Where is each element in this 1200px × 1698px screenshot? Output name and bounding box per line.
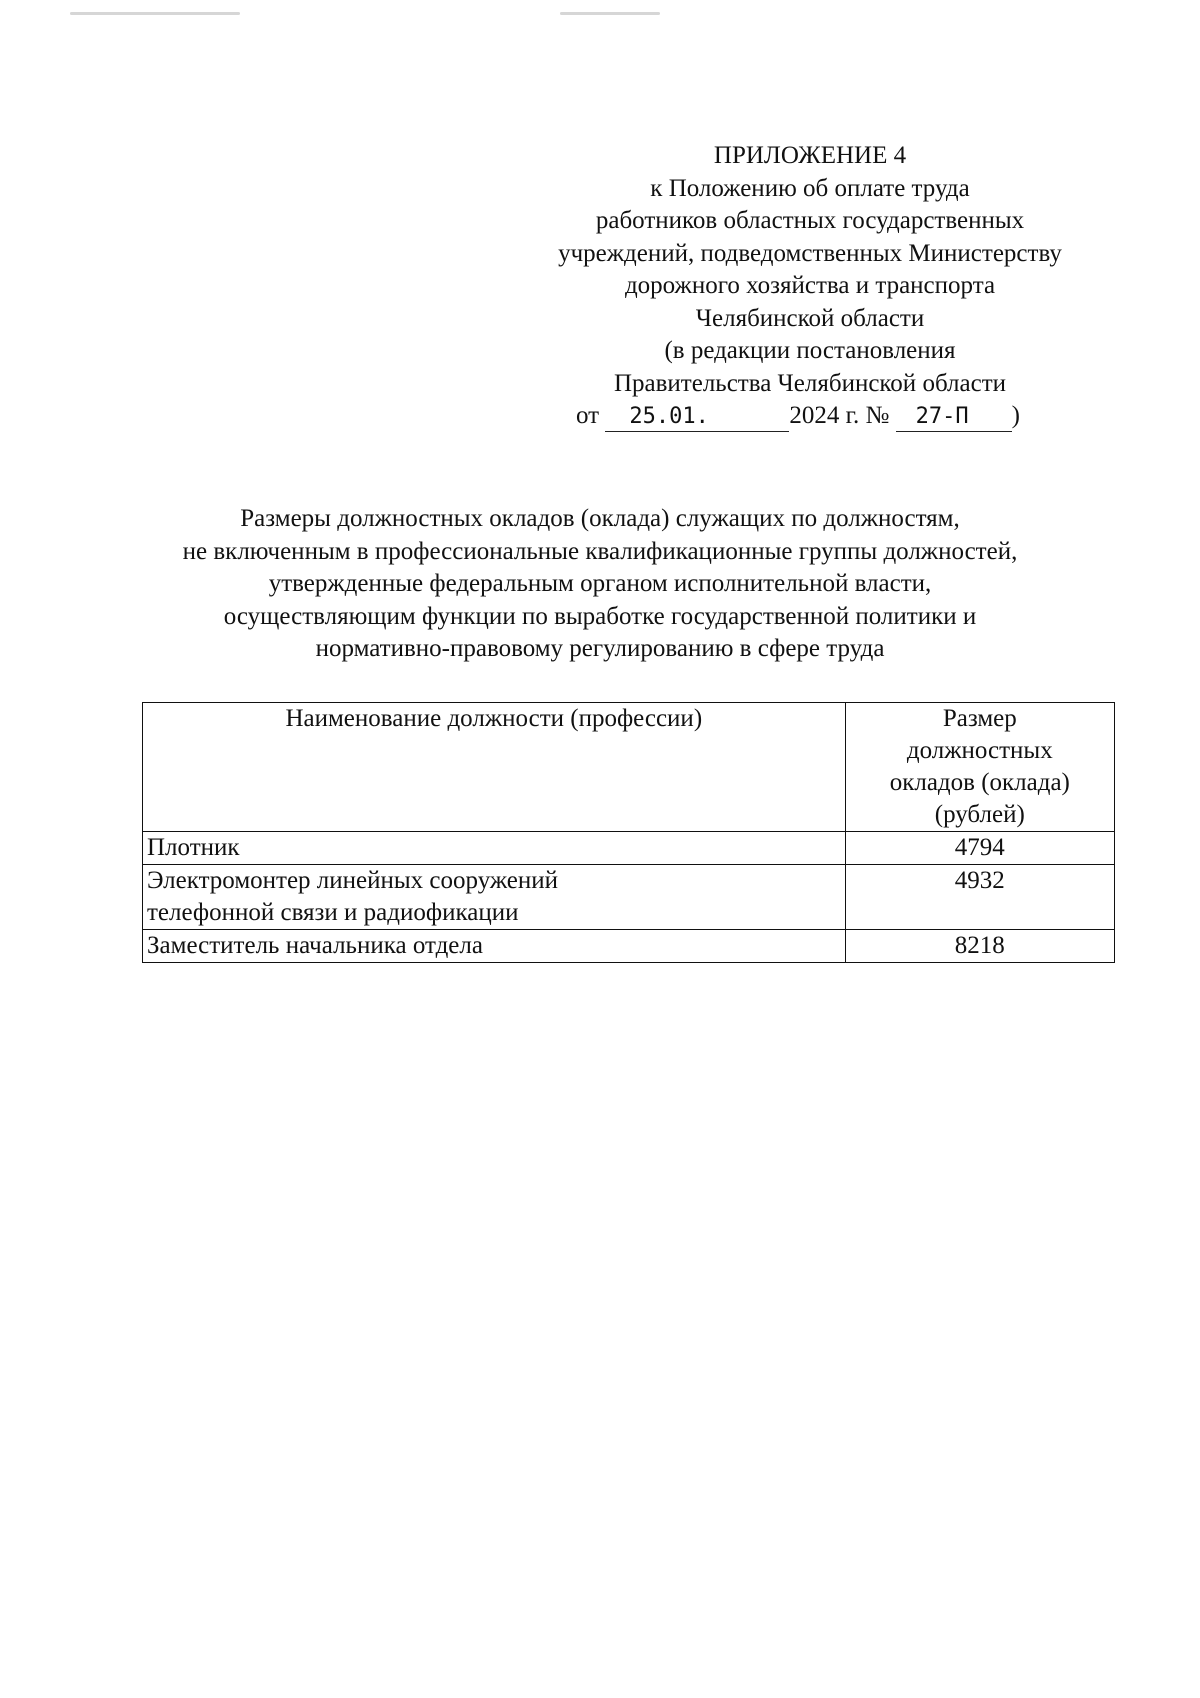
closing-paren: )	[1011, 402, 1020, 429]
salary-cell: 4794	[845, 832, 1114, 865]
heading-line: Размеры должностных окладов (оклада) служащих по должностям,	[240, 505, 960, 532]
header-size-line: Размер	[942, 705, 1017, 732]
appendix-line: работников областных государственных	[595, 207, 1025, 234]
salary-table	[142, 702, 1115, 963]
scan-artifact	[560, 12, 660, 15]
header-size-line: (рублей)	[934, 801, 1025, 828]
resolution-date: 25.01.	[605, 403, 789, 432]
appendix-line: дорожного хозяйства и транспорта	[624, 272, 996, 299]
position-name-cell	[143, 832, 846, 865]
position-name: Плотник	[147, 834, 240, 861]
position-name-cell	[143, 865, 846, 930]
document-heading	[120, 503, 1080, 666]
header-salary-size	[845, 703, 1114, 832]
appendix-line: учреждений, подведомственных Министерству	[558, 239, 1062, 267]
header-size-line: окладов (оклада)	[889, 769, 1070, 796]
table-row	[143, 832, 1115, 865]
position-name: телефонной связи и радиофикации	[147, 899, 519, 926]
resolution-year: 2024 г. №	[789, 402, 890, 429]
position-name: Заместитель начальника отдела	[147, 932, 483, 959]
scan-artifact	[70, 12, 240, 15]
heading-line: нормативно-правовому регулированию в сфере труда	[315, 635, 885, 662]
appendix-line: (в редакции постановления	[664, 337, 956, 364]
header-position-name: Наименование должности (профессии)	[143, 703, 846, 832]
table-row	[143, 865, 1115, 930]
date-prefix: от	[576, 402, 600, 429]
resolution-number: 27-П	[896, 403, 1012, 432]
salary-cell: 8218	[845, 930, 1114, 963]
appendix-header	[520, 140, 1100, 433]
heading-line: утвержденные федеральным органом исполнительной власти,	[268, 570, 932, 597]
position-name-cell	[143, 930, 846, 963]
salary-cell: 4932	[845, 865, 1114, 930]
heading-line: не включенным в профессиональные квалификационные группы должностей,	[182, 537, 1018, 565]
appendix-line: Правительства Челябинской области	[613, 369, 1007, 397]
header-size-line: должностных	[906, 737, 1053, 764]
position-name: Электромонтер линейных сооружений	[147, 867, 559, 894]
table-header-row	[143, 703, 1115, 832]
appendix-title: ПРИЛОЖЕНИЕ 4	[713, 142, 907, 169]
heading-line: осуществляющим функции по выработке государственной политики и	[223, 602, 977, 630]
appendix-line: Челябинской области	[695, 304, 925, 332]
resolution-date-line	[520, 400, 1100, 433]
table-row	[143, 930, 1115, 963]
appendix-line: к Положению об оплате труда	[650, 174, 970, 202]
